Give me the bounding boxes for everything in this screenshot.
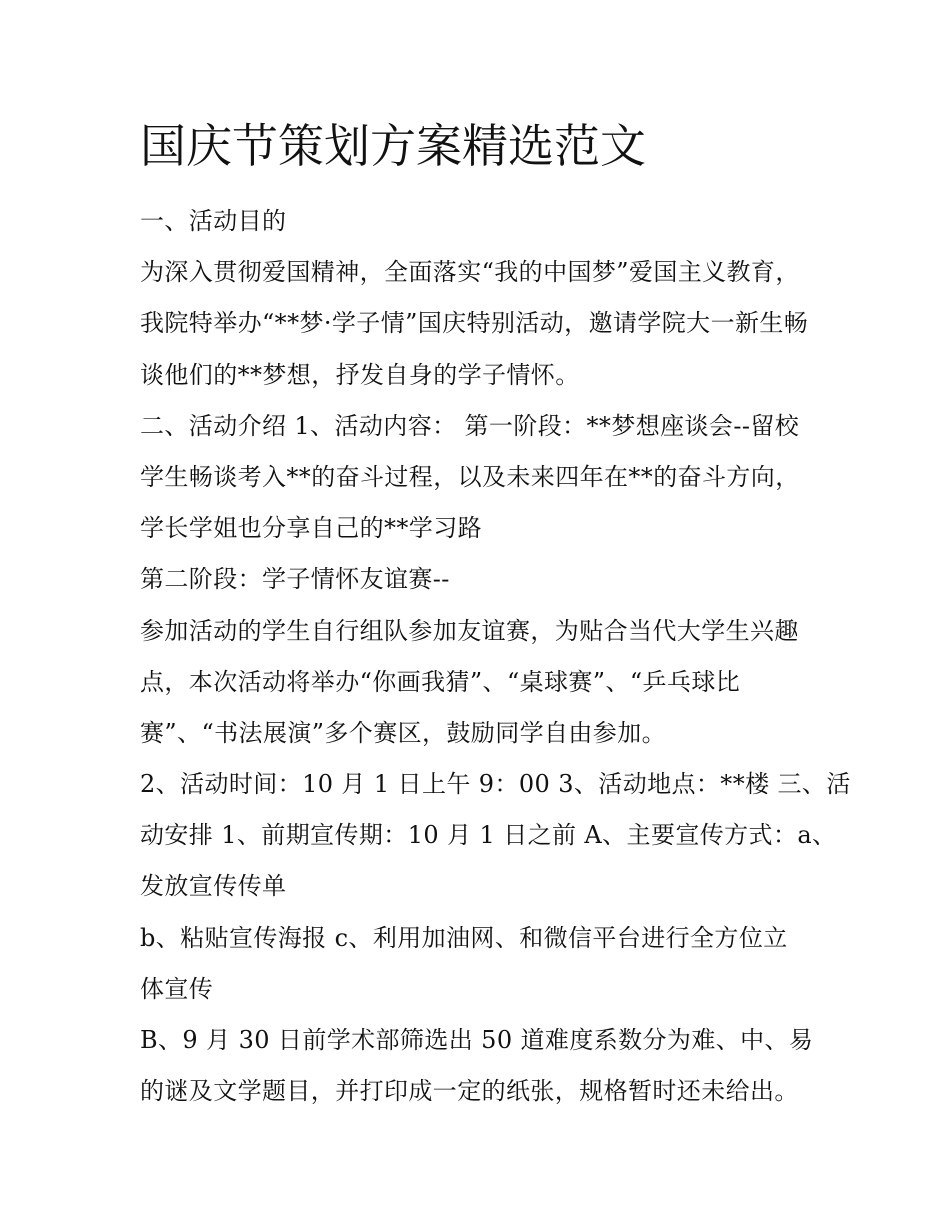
document-body (140, 196, 851, 1117)
body-line-stage-2-heading: 第二阶段：学子情怀友谊赛-- (140, 565, 450, 594)
body-line: 谈他们的**梦想，抒发自身的学子情怀。 (140, 360, 580, 389)
body-line-section-1-heading: 一、活动目的 (140, 207, 287, 235)
body-line: 学长学姐也分享自己的**学习路 (140, 514, 482, 543)
body-line: 参加活动的学生自行组队参加友谊赛，为贴合当代大学生兴趣 (140, 616, 799, 645)
body-line: B、9 月 30 日前学术部筛选出 50 道难度系数分为难、中、易 (140, 1026, 814, 1054)
body-line: 点，本次活动将举办“你画我猜”、“桌球赛”、“乒乓球比 (140, 667, 741, 696)
body-line: 为深入贯彻爱国精神，全面落实“我的中国梦”爱国主义教育， (140, 258, 800, 287)
body-line: 体宣传 (140, 974, 214, 1003)
body-line-section-2-heading: 二、活动介绍 1、活动内容： 第一阶段：**梦想座谈会--留校 (140, 411, 800, 440)
body-line: b、粘贴宣传海报 c、利用加油网、和微信平台进行全方位立 (140, 923, 788, 952)
body-line: 我院特举办“**梦·学子情”国庆特别活动，邀请学院大一新生畅 (140, 309, 809, 338)
document-title: 国庆节策划方案精选范文 (140, 119, 646, 173)
body-line: 2、活动时间：10 月 1 日上午 9：00 3、活动地点：**楼 三、活 (140, 770, 851, 799)
body-line: 的谜及文学题目，并打印成一定的纸张，规格暂时还未给出。 (140, 1077, 799, 1106)
body-line: 学生畅谈考入**的奋斗过程，以及未来四年在**的奋斗方向， (140, 462, 800, 491)
body-line: 发放宣传传单 (140, 872, 287, 901)
body-line: 动安排 1、前期宣传期：10 月 1 日之前 A、主要宣传方式：a、 (140, 821, 837, 850)
body-line: 赛”、“书法展演”多个赛区，鼓励同学自由参加。 (140, 718, 667, 747)
